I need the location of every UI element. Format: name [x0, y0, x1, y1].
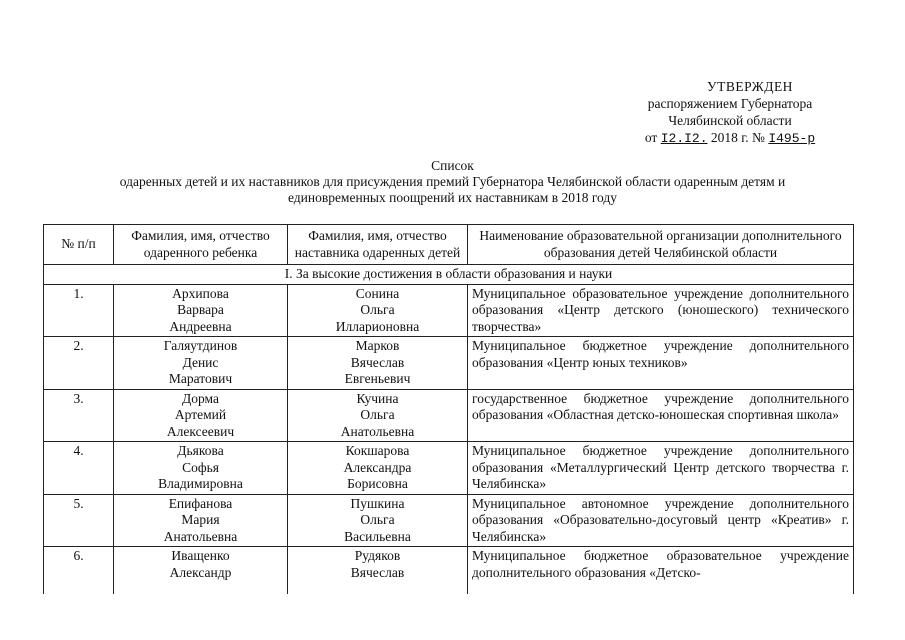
mentor-name-part: Вячеслав [350, 354, 405, 370]
organization-cell: Муниципальное автономное учреждение дополнительного образования «Образовательно-досуговый центр «Креатив» г. Челябинска» [468, 494, 854, 547]
mentor-name-cell [288, 389, 468, 442]
mentor-name-part: Пушкина [350, 495, 405, 511]
child-name-part: Алексеевич [166, 423, 235, 439]
table-header-row [44, 225, 854, 265]
child-name-part: Мария [181, 512, 220, 527]
section-title: I. За высокие достижения в области образования и науки [44, 265, 854, 285]
row-number: 1. [44, 284, 114, 337]
header-child: Фамилия, имя, отчество одаренного ребенка [114, 225, 288, 265]
child-name-cell [114, 547, 288, 600]
row-number: 2. [44, 337, 114, 390]
mentor-name-part: Марков [355, 338, 400, 353]
document-subtitle-2: единовременных поощрений их наставникам в 2018 году [287, 190, 618, 205]
child-name-part: Архипова [172, 285, 229, 301]
mentor-name-part: Илларионовна [335, 318, 420, 334]
organization-cell: Муниципальное бюджетное образовательное учреждение дополнительного образования «Детско- [468, 547, 854, 600]
mentor-name-part: Ольга [360, 407, 395, 422]
table-row [44, 337, 854, 390]
table-row [44, 494, 854, 547]
approval-title: УТВЕРЖДЕН [707, 79, 793, 94]
mentor-name-part: Кучина [356, 390, 399, 406]
mentor-name-part: Александра [343, 459, 412, 475]
mentor-name-cell [288, 442, 468, 495]
child-name-part: Артемий [174, 407, 227, 422]
section-row [44, 265, 854, 285]
row-number: 3. [44, 389, 114, 442]
organization-cell: Муниципальное бюджетное учреждение дополнительного образования «Центр юных техников» [468, 337, 854, 390]
child-name-part: Иващенко [171, 548, 230, 563]
mentor-name-part: Кокшарова [345, 443, 410, 458]
mentor-name-part: Анатольевна [340, 423, 415, 439]
mentor-name-cell [288, 284, 468, 337]
mentor-name-part: Вячеслав [350, 564, 405, 580]
approval-date-line [600, 129, 860, 147]
mentor-name-part: Евгеньевич [344, 371, 411, 386]
mentor-name-part: Ольга [360, 302, 395, 317]
child-name-part: Дорма [182, 390, 219, 406]
child-name-part: Анатольевна [163, 528, 238, 544]
approval-number: I495-р [768, 131, 816, 146]
mentor-name-cell [288, 337, 468, 390]
table-row [44, 547, 854, 600]
organization-cell: государственное бюджетное учреждение дополнительного образования «Областная детско-юношеская спортивная школа» [468, 389, 854, 442]
approval-block [600, 78, 860, 147]
table-row [44, 442, 854, 495]
child-name-cell [114, 442, 288, 495]
row-number: 5. [44, 494, 114, 547]
mentor-name-cell [288, 494, 468, 547]
approval-year: 2018 г. № [710, 130, 765, 145]
mentor-name-part: Сонина [355, 285, 400, 301]
row-number: 6. [44, 547, 114, 600]
document-heading [60, 158, 845, 206]
header-org: Наименование образовательной организации дополнительного образования детей Челябинской области [468, 225, 854, 265]
child-name-part: Александр [169, 564, 232, 580]
child-name-cell [114, 494, 288, 547]
approval-line-1: распоряжением Губернатора [647, 96, 813, 111]
header-mentor: Фамилия, имя, отчество наставника одаренных детей [288, 225, 468, 265]
document-subtitle-1: одаренных детей и их наставников для присуждения премий Губернатора Челябинской области одаренным детям и [119, 174, 786, 189]
approval-date: I2.I2. [660, 131, 708, 146]
child-name-part: Галяутдинов [163, 338, 238, 353]
child-name-part: Варвара [177, 302, 224, 317]
approval-line-2: Челябинской области [668, 113, 792, 128]
document-title: Список [431, 158, 474, 173]
child-name-cell [114, 389, 288, 442]
child-name-part: Дьякова [177, 443, 224, 458]
child-name-part: Андреевна [169, 318, 232, 334]
child-name-part: Владимировна [158, 476, 243, 491]
mentor-name-part: Васильевна [344, 528, 411, 544]
mentor-name-part: Рудяков [354, 548, 401, 563]
mentor-name-part: Ольга [360, 512, 395, 527]
child-name-part: Софья [182, 459, 219, 475]
organization-cell: Муниципальное бюджетное учреждение дополнительного образования «Металлургический Центр детского творчества г. Челябинска» [468, 442, 854, 495]
approval-prefix: от [644, 130, 658, 145]
mentor-name-cell [288, 547, 468, 600]
child-name-part: Денис [182, 354, 219, 370]
child-name-cell [114, 337, 288, 390]
child-name-part: Епифанова [168, 495, 233, 511]
header-num: № п/п [44, 225, 114, 265]
mentor-name-part: Борисовна [347, 476, 408, 491]
table-row [44, 389, 854, 442]
child-name-cell [114, 284, 288, 337]
page-cutoff [0, 594, 905, 640]
child-name-part: Маратович [168, 371, 233, 386]
row-number: 4. [44, 442, 114, 495]
table-row [44, 284, 854, 337]
organization-cell: Муниципальное образовательное учреждение дополнительного образования «Центр детского (юношеского) технического творчества» [468, 284, 854, 337]
nominees-table [43, 224, 854, 600]
